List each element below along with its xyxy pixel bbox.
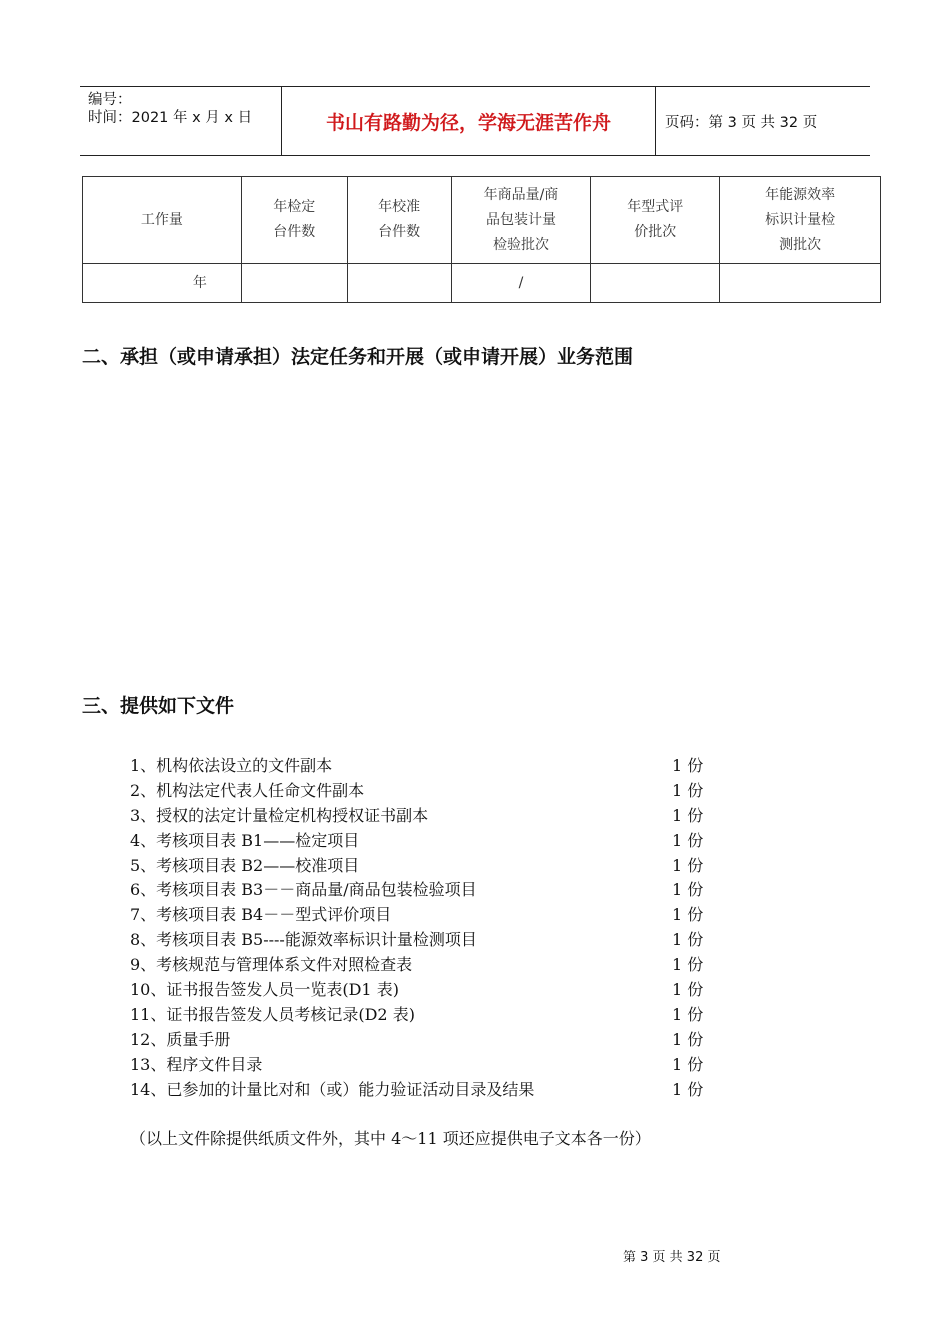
file-list-item bbox=[130, 779, 720, 804]
workload-header-cell: 年校准 台件数 bbox=[347, 177, 451, 264]
file-item-count: 1 份 bbox=[672, 805, 704, 825]
file-list-item bbox=[130, 1028, 720, 1053]
workload-header-cell: 年型式评 价批次 bbox=[591, 177, 720, 264]
files-note: （以上文件除提供纸质文件外，其中 4～11 项还应提供电子文本各一份） bbox=[130, 1129, 651, 1148]
section-2-title: 二、承担（或申请承担）法定任务和开展（或申请开展）业务范围 bbox=[82, 346, 634, 368]
file-item-label: 4、考核项目表 B1——检定项目 bbox=[130, 830, 360, 850]
file-item-count: 1 份 bbox=[672, 780, 704, 800]
file-item-label: 2、机构法定代表人任命文件副本 bbox=[130, 780, 365, 800]
file-list-item bbox=[130, 978, 720, 1003]
file-item-count: 1 份 bbox=[672, 1029, 704, 1049]
file-item-count: 1 份 bbox=[672, 756, 704, 775]
file-list bbox=[130, 754, 720, 1102]
file-item-count: 1 份 bbox=[672, 1004, 704, 1024]
file-item-count: 1 份 bbox=[672, 930, 704, 950]
workload-data-cell bbox=[347, 264, 451, 303]
document-number: 编号： bbox=[88, 92, 132, 108]
file-list-item bbox=[130, 1078, 720, 1103]
file-list-item bbox=[130, 903, 720, 928]
file-item-label: 1、机构依法设立的文件副本 bbox=[130, 756, 333, 775]
file-list-item bbox=[130, 953, 720, 978]
workload-data-cell bbox=[720, 264, 881, 303]
workload-header-cell: 工作量 bbox=[83, 177, 242, 264]
file-item-label: 3、授权的法定计量检定机构授权证书副本 bbox=[130, 805, 429, 825]
header-page-info: 页码：第 3 页 共 32 页 bbox=[665, 114, 818, 131]
file-list-item bbox=[130, 928, 720, 953]
file-item-label: 9、考核规范与管理体系文件对照检查表 bbox=[130, 955, 413, 975]
file-item-label: 6、考核项目表 B3－－商品量/商品包装检验项目 bbox=[130, 880, 477, 900]
file-item-count: 1 份 bbox=[672, 1079, 704, 1099]
file-item-label: 11、证书报告签发人员考核记录(D2 表) bbox=[130, 1004, 415, 1024]
document-time: 时间：2021 年 x 月 x 日 bbox=[88, 110, 253, 126]
workload-data-cell bbox=[591, 264, 720, 303]
file-item-label: 8、考核项目表 B5----能源效率标识计量检测项目 bbox=[130, 930, 477, 950]
file-item-label: 13、程序文件目录 bbox=[130, 1054, 263, 1074]
header-motto: 书山有路勤为径，学海无涯苦作舟 bbox=[282, 87, 656, 155]
header-meta bbox=[80, 87, 282, 155]
workload-year-cell: 年 bbox=[83, 264, 242, 303]
section-3-title: 三、提供如下文件 bbox=[82, 695, 235, 717]
file-item-label: 5、考核项目表 B2——校准项目 bbox=[130, 855, 360, 875]
workload-header-row bbox=[83, 177, 881, 264]
file-item-count: 1 份 bbox=[672, 980, 704, 1000]
file-item-count: 1 份 bbox=[672, 1054, 704, 1074]
file-item-label: 7、考核项目表 B4－－型式评价项目 bbox=[130, 905, 392, 925]
file-item-count: 1 份 bbox=[672, 905, 704, 925]
file-item-count: 1 份 bbox=[672, 880, 704, 900]
file-list-item bbox=[130, 878, 720, 903]
file-item-label: 12、质量手册 bbox=[130, 1029, 231, 1049]
file-list-item bbox=[130, 754, 720, 779]
workload-data-cell: / bbox=[451, 264, 591, 303]
workload-data-row bbox=[83, 264, 881, 303]
page-footer: 第 3 页 共 32 页 bbox=[623, 1250, 721, 1265]
file-list-item bbox=[130, 829, 720, 854]
workload-header-cell: 年检定 台件数 bbox=[241, 177, 347, 264]
workload-header-cell: 年能源效率 标识计量检 测批次 bbox=[720, 177, 881, 264]
file-item-count: 1 份 bbox=[672, 955, 704, 975]
workload-header-cell: 年商品量/商 品包装计量 检验批次 bbox=[451, 177, 591, 264]
file-item-count: 1 份 bbox=[672, 830, 704, 850]
file-list-item bbox=[130, 804, 720, 829]
file-item-count: 1 份 bbox=[672, 855, 704, 875]
workload-table bbox=[82, 176, 881, 303]
workload-data-cell bbox=[241, 264, 347, 303]
page-header bbox=[80, 86, 870, 156]
file-item-label: 10、证书报告签发人员一览表(D1 表) bbox=[130, 980, 399, 1000]
file-item-label: 14、已参加的计量比对和（或）能力验证活动目录及结果 bbox=[130, 1079, 535, 1099]
file-list-item bbox=[130, 1053, 720, 1078]
file-list-item bbox=[130, 1003, 720, 1028]
file-list-item bbox=[130, 854, 720, 879]
